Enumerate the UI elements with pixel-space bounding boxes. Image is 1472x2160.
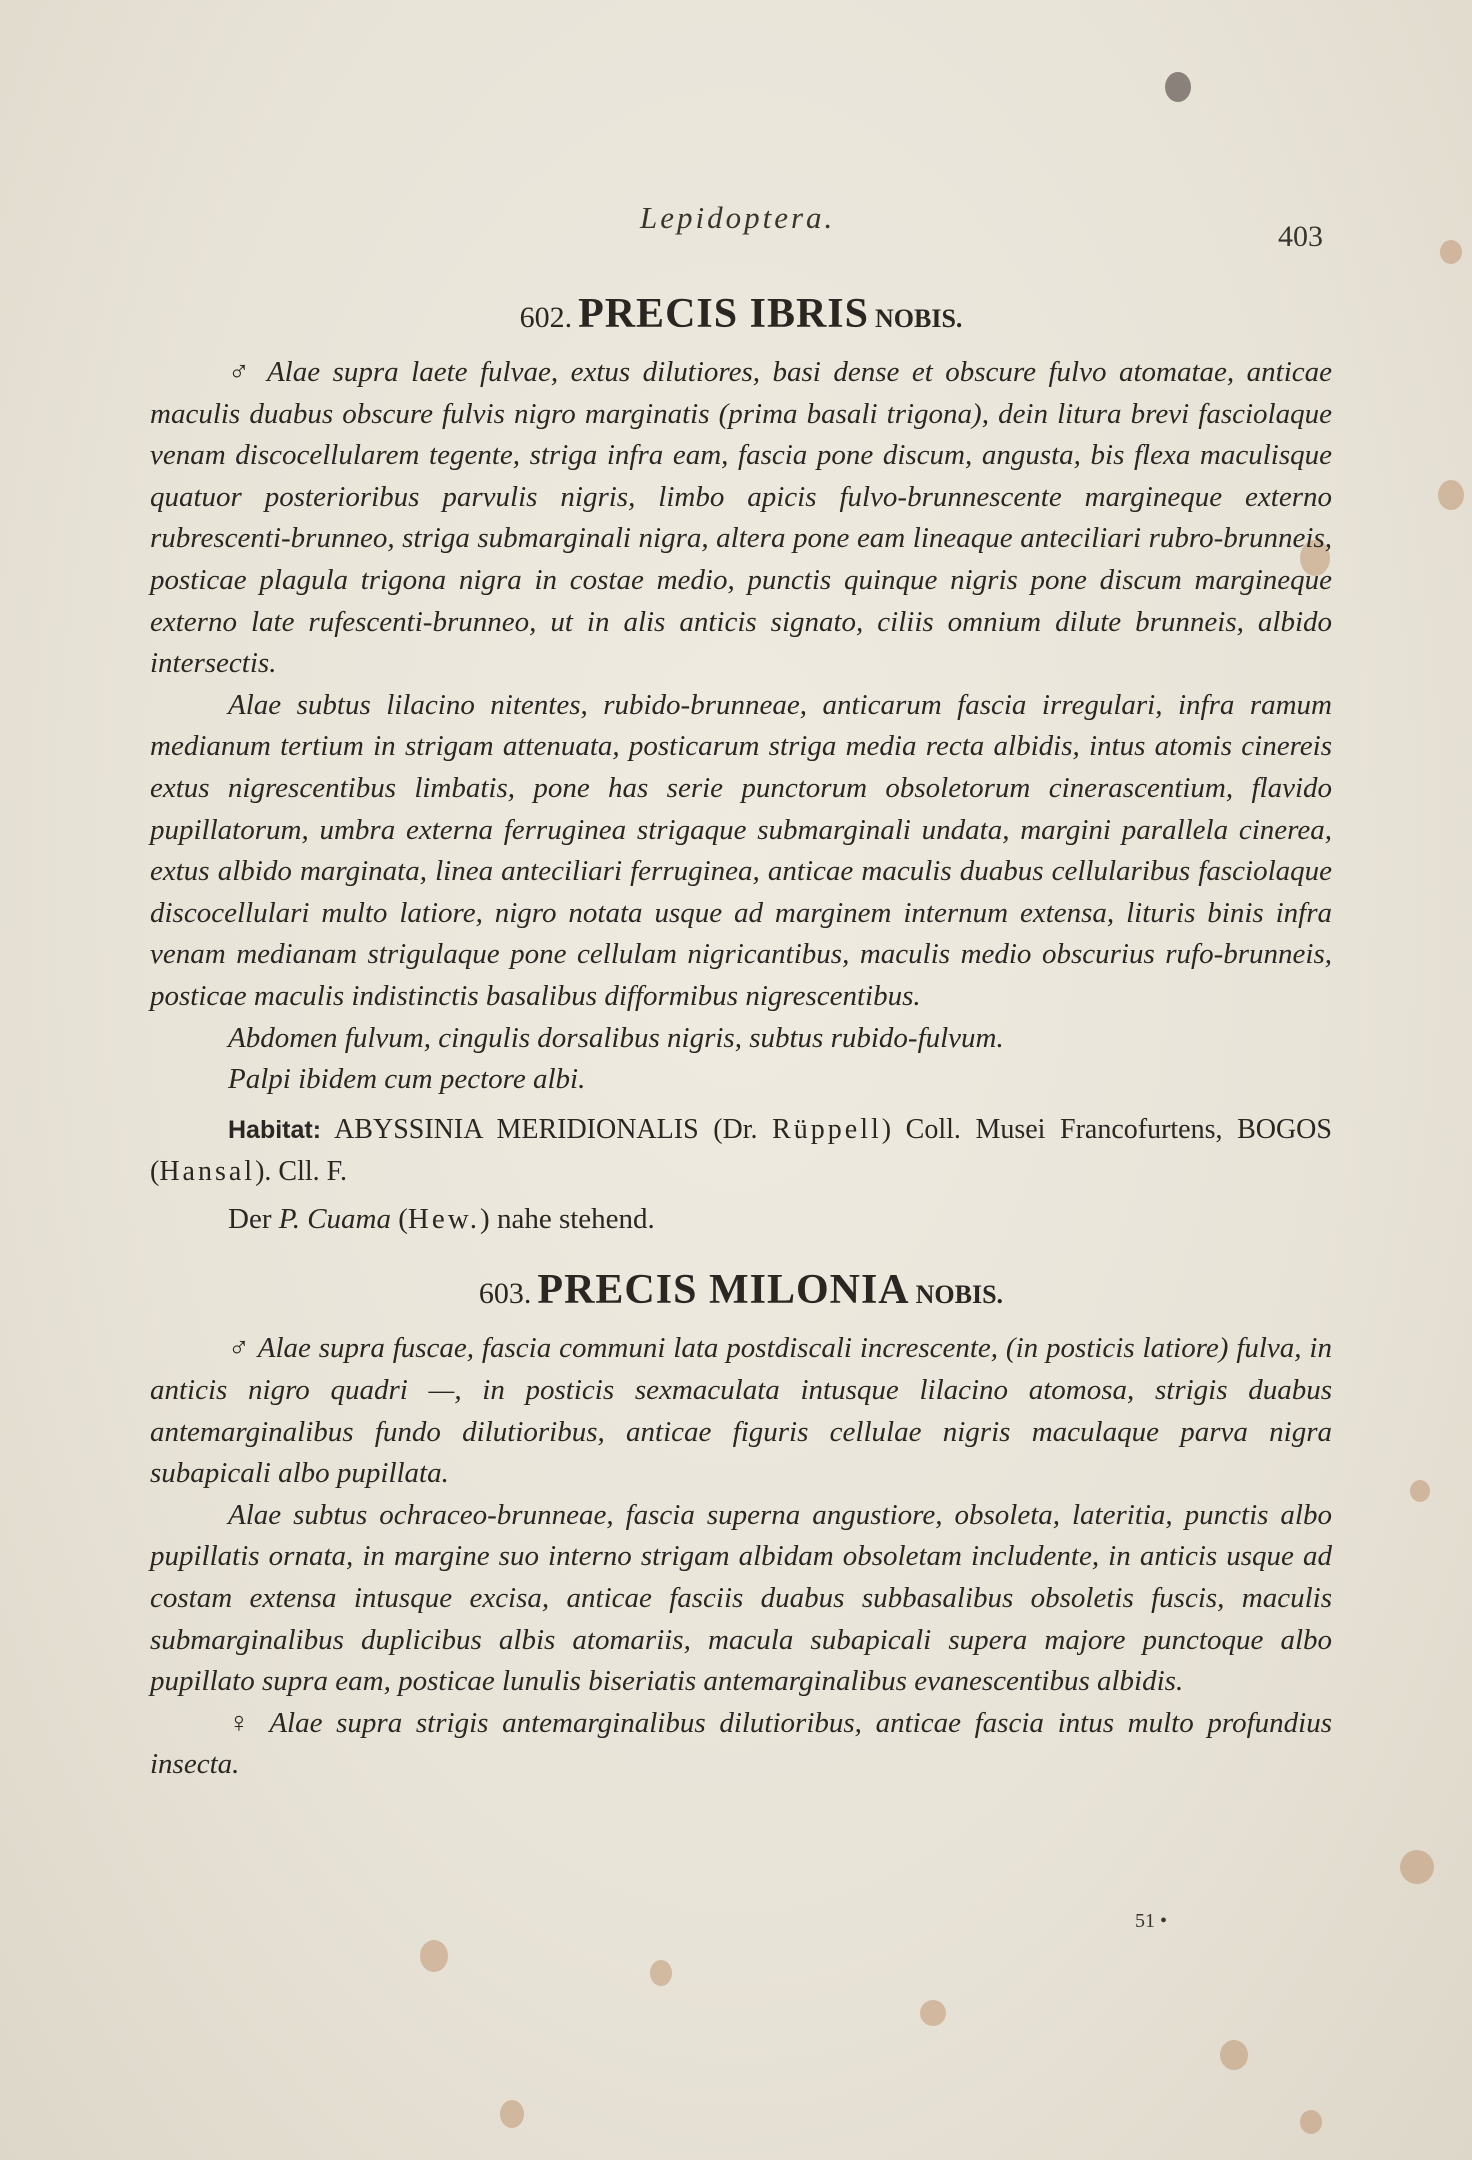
- note-text: (: [391, 1202, 408, 1235]
- species-author: NOBIS.: [875, 304, 963, 333]
- stain: [1300, 2110, 1322, 2134]
- description-paragraph: Abdomen fulvum, cingulis dorsalibus nigris, subtus rubido-fulvum.: [228, 1021, 1004, 1054]
- habitat-text: ) Coll. Musei Francofurtens, BOGOS (: [150, 1113, 1332, 1188]
- page-number: 403: [1278, 220, 1323, 253]
- entry-602: [150, 290, 1332, 1240]
- note-species: P. Cuama: [278, 1202, 391, 1235]
- species-name: PRECIS MILONIA: [537, 1267, 910, 1314]
- stain: [1400, 1850, 1434, 1884]
- note-text: ) nahe stehend.: [480, 1202, 655, 1235]
- description-paragraph: Alae subtus lilacino nitentes, rubido-brunneae, anticarum fascia irregulari, infra ramum medianum tertium in strigam attenuata, posticarum striga media recta albidis, intus atomis cinereis extus nigrescentibus limbatis, pone has serie punctorum obsoletorum cinerascentium, flavido pupillatorum, umbra externa ferruginea strigaque submarginali undata, margini parallela cinerea, extus albido marginata, linea anteciliari ferruginea, anticae maculis duabus cellularibus fasciolaque discocellulari multo latiore, nigro notata usque ad marginem internum extensa, lituris binis infra venam medianam strigulaque pone cellulam nigricantibus, maculis medio obscurius rufo-brunneis, posticae maculis indistinctis basalibus difformibus nigrescentibus.: [150, 688, 1332, 1012]
- stain: [1410, 1480, 1430, 1502]
- description-paragraph: ♂ Alae supra laete fulvae, extus dilutiores, basi dense et obscure fulvo atomatae, anticae maculis duabus obscure fulvis nigro marginatis (prima basali trigona), dein litura brevi fasciolaque venam discocellularem tegente, striga infra eam, fascia pone discum, angusta, bis flexa maculisque quatuor posterioribus parvulis nigris, limbo apicis fulvo-brunnescente margineque externo rubrescenti-brunneo, striga submarginali nigra, altera pone eam lineaque anteciliari rubro-brunneis, posticae plagula trigona nigra in costae medio, punctis quinque nigris pone discum margineque externo late rufescenti-brunneo, ut in alis anticis signato, ciliis omnium dilute brunneis, albido intersectis.: [150, 356, 1332, 680]
- description-paragraph: ♂ Alae supra fuscae, fascia communi lata postdiscali increscente, (in posticis latiore) fulva, in anticis nigro quadri —, in posticis sexmaculata intusque lilacino atomosa, strigis duabus antemarginalibus fundo dilutioribus, anticae figuris cellulae nigris maculaque parva nigra subapicali albo pupillata.: [150, 1332, 1332, 1490]
- stain: [500, 2100, 524, 2128]
- note-author: Hew.: [407, 1202, 481, 1235]
- species-name: PRECIS IBRIS: [578, 291, 869, 337]
- stain: [650, 1960, 672, 1986]
- entry-heading: [150, 290, 1332, 338]
- habitat-text: ABYSSINIA MERIDIONALIS (Dr.: [334, 1113, 773, 1145]
- running-head: Lepidoptera.: [640, 200, 836, 235]
- page-content: [150, 290, 1332, 1786]
- description-paragraph: Alae subtus ochraceo-brunneae, fascia superna angustiore, obsoleta, lateritia, punctis albo pupillatis ornata, in margine suo interno strigam albidam obsoletam includente, in anticis usque ad costam extensa intusque excisa, anticae fasciis duabus subbasalibus obsoletis fuscis, maculis submarginalibus duplicibus albis atomariis, macula subapicali supera majore punctoque albo pupillato supra eam, posticae lunulis biseriatis antemarginalibus evanescentibus albidis.: [150, 1498, 1332, 1698]
- stain: [420, 1940, 448, 1972]
- stain: [1440, 240, 1462, 264]
- collector-name: Hansal: [159, 1156, 256, 1188]
- comparison-note: [150, 1199, 1332, 1241]
- description-paragraph: ♀ Alae supra strigis antemarginalibus dilutioribus, anticae fascia intus multo profundius insecta.: [150, 1706, 1332, 1781]
- habitat-label: Habitat:: [228, 1115, 322, 1144]
- entry-603: [150, 1266, 1332, 1786]
- entry-number: 603.: [478, 1277, 532, 1311]
- entry-number: 602.: [519, 301, 573, 334]
- habitat-line: [150, 1109, 1332, 1193]
- description-paragraph: Palpi ibidem cum pectore albi.: [228, 1063, 586, 1096]
- habitat-text: ). Cll. F.: [255, 1156, 347, 1188]
- species-author: NOBIS.: [915, 1280, 1004, 1310]
- entry-heading: [150, 1266, 1332, 1314]
- stain: [1220, 2040, 1248, 2070]
- collector-name: Rüppell: [772, 1113, 882, 1145]
- stain: [920, 2000, 946, 2026]
- stain: [1165, 72, 1191, 102]
- stain: [1438, 480, 1464, 510]
- signature-mark: 51 •: [1135, 1910, 1168, 1932]
- note-text: Der: [228, 1202, 279, 1235]
